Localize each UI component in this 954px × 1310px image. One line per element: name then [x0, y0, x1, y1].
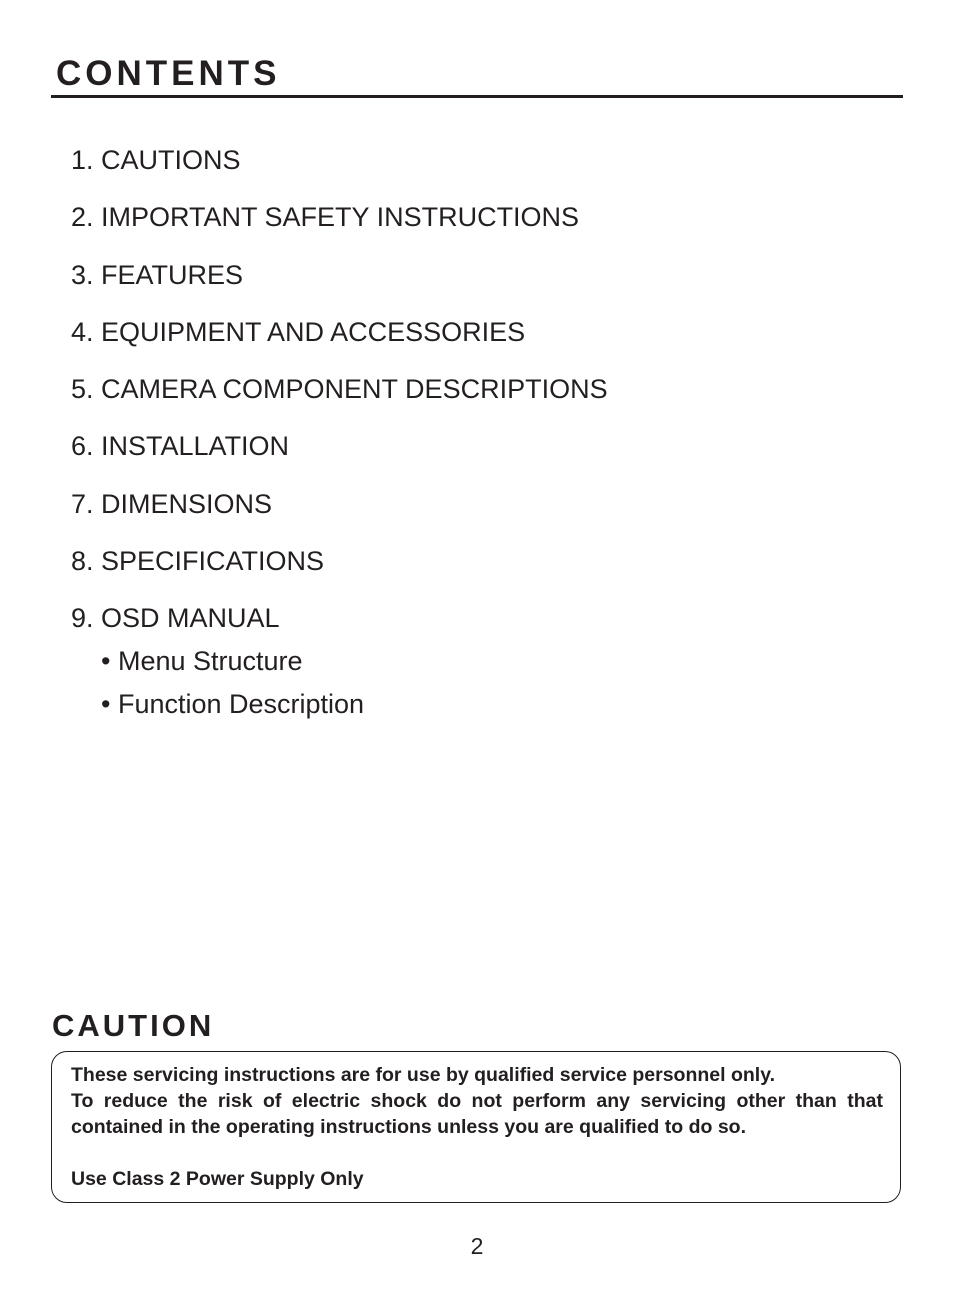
caution-line-qualified-personnel: These servicing instructions are for use by qualified service personnel only.	[71, 1064, 776, 1086]
toc-subitem-menu-structure[interactable]: • Menu Structure	[101, 646, 303, 677]
table-of-contents	[71, 143, 608, 730]
caution-heading: CAUTION	[52, 1008, 215, 1043]
toc-item-safety-instructions[interactable]: 2. IMPORTANT SAFETY INSTRUCTIONS	[71, 202, 580, 233]
toc-item-installation[interactable]: 6. INSTALLATION	[71, 431, 290, 462]
heading-divider	[51, 95, 903, 98]
contents-heading: CONTENTS	[56, 54, 281, 93]
toc-item-features[interactable]: 3. FEATURES	[71, 259, 244, 290]
caution-line-electric-shock: To reduce the risk of electric shock do not perform any servicing other than that contained in the operating instructions unless you are qualified to do so.	[71, 1090, 883, 1138]
toc-subitem-function-description[interactable]: • Function Description	[101, 689, 365, 720]
caution-line-power-supply: Use Class 2 Power Supply Only	[71, 1168, 364, 1190]
toc-item-osd-manual[interactable]: 9. OSD MANUAL	[71, 603, 280, 634]
toc-item-dimensions[interactable]: 7. DIMENSIONS	[71, 488, 273, 519]
toc-item-camera-components[interactable]: 5. CAMERA COMPONENT DESCRIPTIONS	[71, 374, 608, 405]
toc-item-equipment-accessories[interactable]: 4. EQUIPMENT AND ACCESSORIES	[71, 316, 526, 347]
caution-text	[71, 1062, 883, 1192]
page-number: 2	[470, 1233, 484, 1259]
toc-item-specifications[interactable]: 8. SPECIFICATIONS	[71, 546, 325, 577]
toc-item-cautions[interactable]: 1. CAUTIONS	[71, 145, 241, 175]
